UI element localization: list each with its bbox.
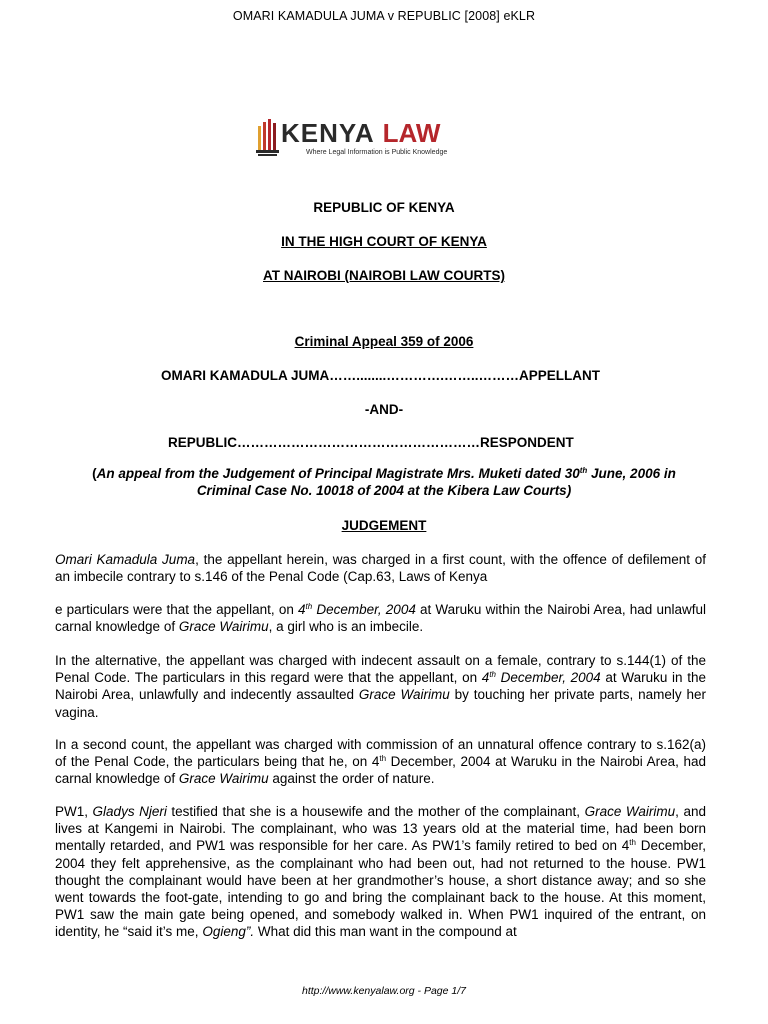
paragraph-4-c: against the order of nature. [268,771,435,787]
paragraph-3-b: at Waruku in the Nairobi Area, unlawfully and indecently assaulted [55,670,706,703]
paragraph-3-date-sup: th [489,670,496,680]
republic-heading: REPUBLIC OF KENYA [313,200,455,215]
paragraph-2-b: at Waruku within the Nairobi Area, had unlawful carnal knowledge of [55,602,707,635]
paragraph-3 [55,652,706,721]
paragraph-3-a: In the alternative, the appellant was charged with indecent assault on a female, contrary to s.144(1) of the Penal Code. The particulars in this regard were that the appellant, on [55,653,706,686]
respondent-line [168,435,574,450]
paragraph-2-date-day: 4 [298,602,306,617]
paragraph-5 [55,803,706,941]
paragraph-2-date-rest: December, 2004 [312,602,416,617]
paragraph-1-text: , the appellant herein, was charged in a first count, with the offence of defilement of an imbecile contrary to s.146 of the Penal Code (Cap.63, Laws of Kenya [55,552,706,585]
paragraph-5-quote-name: Ogieng”. [202,924,255,940]
paragraph-4-sup: th [379,754,387,764]
court-name-heading: IN THE HIGH COURT OF KENYA [281,234,487,249]
paragraph-3-date-day: 4 [481,670,490,686]
columns-logo-icon [256,116,466,160]
logo-brand-left: KENYA [281,118,375,148]
respondent-name: REPUBLIC [168,435,238,450]
paragraph-5-e: What did this man want in the compound at [254,924,517,940]
judgement-heading: JUDGEMENT [341,518,427,533]
paragraph-2-victim: Grace Wairimu [178,619,269,635]
court-location-heading: AT NAIROBI (NAIROBI LAW COURTS) [263,268,505,283]
and-separator: -AND- [364,402,404,417]
paragraph-5-c: , and lives at Kangemi in Nairobi. The complainant, who was 13 years old at the material time, had been born mentally retarded, and PW1 was responsible for her care. As PW1’s family retired to bed on 4 [55,804,706,854]
paragraph-4-a: In a second count, the appellant was charged with commission of an unnatural offence contrary to s.162(a) of the Penal Code, the particulars being that he, on 4 [55,737,706,770]
paragraph-1 [55,551,706,585]
appellant-dots: ……........………….……..……… [329,368,520,383]
paragraph-4 [55,736,706,788]
case-number-heading: Criminal Appeal 359 of 2006 [294,334,474,349]
appeal-note [60,465,708,499]
running-header: OMARI KAMADULA JUMA v REPUBLIC [2008] eKLR [232,9,536,23]
paragraph-2-date-sup: th [305,602,313,611]
appeal-line1a: An appeal from the Judgement of Principal Magistrate Mrs. Muketi dated 30 [96,466,580,481]
appellant-role: APPELLANT [519,368,601,383]
respondent-role: RESPONDENT [480,435,574,450]
paragraph-3-date-rest: December, 2004 [495,670,601,686]
logo-tagline: Where Legal Information is Public Knowledge [306,149,448,156]
appellant-name: OMARI KAMADULA JUMA [161,368,330,383]
paragraph-3-victim: Grace Wairimu [358,687,450,703]
paragraph-2-a: e particulars were that the appellant, on [55,602,299,617]
kenya-law-logo [256,116,466,160]
paragraph-5-d: December, 2004 they felt apprehensive, as the complainant who had been out, had not returned to the house. PW1 thought the complainant would have been at her grandmother’s house, a short distance away; and so she went towards the foot-gate, intending to go and bring the complainant back to the house. At this moment, PW1 saw the main gate being opened, and somebody walked in. When PW1 inquired of the entrant, on identity, he “said it’s me, [55,838,706,940]
appeal-open-paren: ( [92,466,97,481]
appeal-line2: Criminal Case No. 10018 of 2004 at the Kibera Law Courts) [196,483,572,498]
appeal-line1b: June, 2006 in [587,466,676,481]
appeal-sup: th [579,466,588,475]
paragraph-5-victim: Grace Wairimu [584,804,676,819]
appellant-name-italic: Omari Kamadula Juma [55,552,196,567]
paragraph-3-c: by touching her private parts, namely her vagina. [55,687,706,720]
appellant-line [161,368,600,383]
paragraph-4-b: December, 2004 at Waruku in the Nairobi Area, had carnal knowledge of [55,754,706,787]
paragraph-4-victim: Grace Wairimu [178,771,269,787]
paragraph-5-b: testified that she is a housewife and the mother of the complainant, [166,804,585,819]
page-footer: http://www.kenyalaw.org - Page 1/7 [301,985,466,997]
respondent-dots: ……………………………………………… [237,435,481,450]
paragraph-5-witness: Gladys Njeri [92,804,167,819]
paragraph-2-c: , a girl who is an imbecile. [268,619,424,635]
paragraph-2 [55,601,706,635]
paragraph-5-a: PW1, [55,804,93,819]
paragraph-5-sup: th [629,838,636,848]
logo-brand-right: LAW [382,118,441,148]
